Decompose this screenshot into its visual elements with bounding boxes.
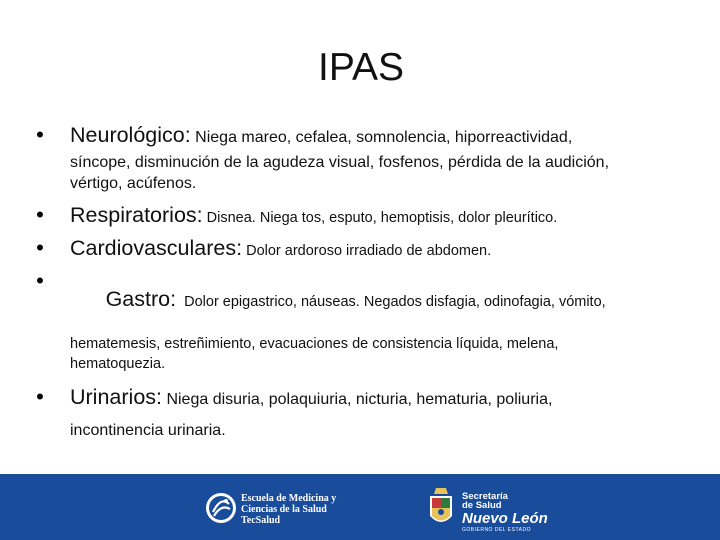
item-heading: Cardiovasculares:: [70, 236, 243, 260]
item-lead-text: Niega disuria, polaquiuria, nicturia, hematuria, poliuria,: [162, 391, 553, 408]
tec-logo-line2: Ciencias de la Salud: [241, 504, 327, 515]
nuevo-leon-logo: [426, 486, 548, 536]
tec-logo-line3: TecSalud: [241, 515, 281, 526]
item-lead-text: Niega mareo, cefalea, somnolencia, hiporreactividad,: [190, 129, 573, 146]
tec-emblem-icon: [205, 492, 237, 524]
nl-logo-line3: Nuevo León: [462, 510, 548, 527]
bullet-icon: •: [36, 384, 44, 409]
item-heading: Neurológico:: [70, 123, 191, 147]
nuevo-leon-crest-icon: [426, 486, 456, 530]
item-lead-text: Dolor epigastrico, náuseas. Negados disfagia, odinofagia, vómito,: [176, 294, 606, 310]
nl-logo-line2: de Salud: [462, 500, 502, 511]
item-heading: Urinarios:: [70, 385, 162, 409]
item-continuation-text: hematemesis, estreñimiento, evacuaciones de consistencia líquida, melena, hematoquezia.: [70, 336, 559, 372]
nl-logo-line1: Secretaría: [462, 491, 508, 502]
item-continuation-text: síncope, disminución de la agudeza visual, fosfenos, pérdida de la audición, vértigo, acúfenos.: [70, 154, 610, 192]
footer-bar: [0, 474, 720, 540]
tec-logo: [205, 492, 345, 528]
list-item-urinarios: [30, 382, 710, 441]
item-continuation-text: incontinencia urinaria.: [70, 422, 226, 439]
list-item-cardiovasculares: [30, 233, 710, 263]
bullet-icon: •: [36, 235, 44, 260]
nl-logo-line4: GOBIERNO DEL ESTADO: [462, 527, 531, 533]
bullet-icon: •: [36, 268, 44, 293]
list-item-gastro: [30, 266, 710, 374]
slide-title: IPAS: [318, 46, 404, 89]
bullet-icon: •: [36, 122, 44, 147]
item-heading: Respiratorios:: [70, 203, 203, 227]
list-item-respiratorios: [30, 200, 710, 230]
item-lead-text: Dolor ardoroso irradiado de abdomen.: [242, 243, 492, 259]
bullet-list: [30, 120, 710, 441]
list-item-neurologico: [30, 120, 710, 194]
tec-logo-line1: Escuela de Medicina y: [241, 493, 337, 504]
item-lead-text: Disnea. Niega tos, esputo, hemoptisis, dolor pleurítico.: [202, 210, 558, 226]
bullet-icon: •: [36, 202, 44, 227]
item-heading: Gastro:: [105, 287, 177, 311]
